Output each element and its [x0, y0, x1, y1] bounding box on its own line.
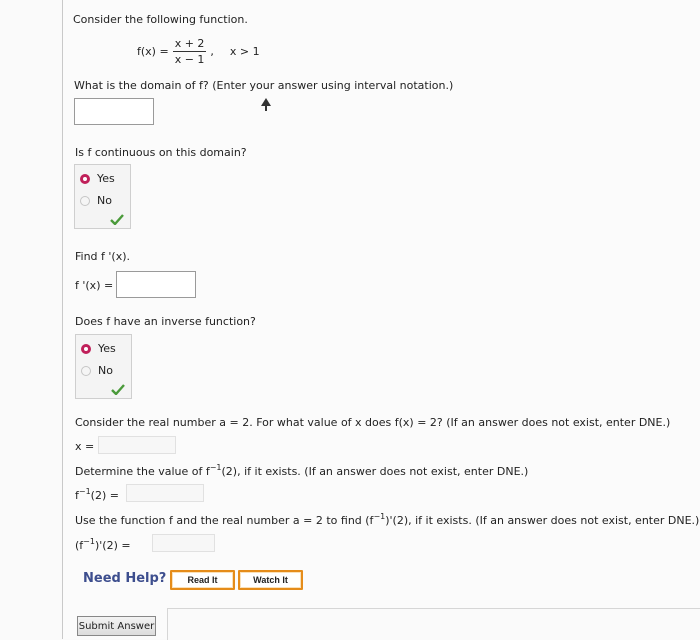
real-number-question: Consider the real number a = 2. For what value of x does f(x) = 2? (If an answer does not exist, enter DNE.) [75, 416, 671, 429]
function-fraction [173, 37, 207, 66]
option-label: Yes [98, 342, 116, 355]
inverse-value-text-b: (2), if it exists. (If an answer does not exist, enter DNE.) [221, 465, 529, 478]
inverse-choice-group [75, 334, 132, 399]
need-help-title: Need Help? [83, 571, 167, 586]
derivative-label: f '(x) = [75, 279, 114, 292]
fraction-numerator: x + 2 [174, 37, 205, 50]
option-label: No [98, 364, 113, 377]
continuous-option-no[interactable] [80, 194, 112, 207]
read-it-button[interactable]: Read It [170, 570, 235, 590]
radio-unselected-icon[interactable] [81, 366, 91, 376]
inverse-deriv-label-a: (f [75, 539, 84, 552]
inverse-option-no[interactable] [81, 364, 113, 377]
function-lhs: f(x) = [137, 45, 169, 58]
fraction-denominator: x − 1 [174, 53, 205, 66]
inverse-deriv-text-a: Use the function f and the real number a = 2 to find (f [75, 514, 374, 527]
inverse-deriv-text-b: )'(2), if it exists. (If an answer does not exist, enter DNE.) [385, 514, 700, 527]
radio-unselected-icon[interactable] [80, 196, 90, 206]
x-label: x = [75, 440, 95, 453]
radio-selected-icon[interactable] [81, 344, 91, 354]
inverse-value-text-a: Determine the value of f [75, 465, 210, 478]
inverse-value-label-b: (2) = [90, 489, 119, 502]
inverse-deriv-label-b: )'(2) = [94, 539, 131, 552]
superscript-minus-one: −1 [78, 487, 91, 496]
derivative-input[interactable] [116, 271, 196, 298]
domain-question: What is the domain of f? (Enter your answer using interval notation.) [74, 79, 454, 92]
domain-input[interactable] [74, 98, 154, 125]
intro-text: Consider the following function. [73, 13, 248, 26]
superscript-minus-one: −1 [373, 512, 386, 521]
inverse-value-input[interactable] [126, 484, 204, 502]
superscript-minus-one: −1 [209, 463, 222, 472]
mouse-cursor-icon [260, 97, 272, 116]
option-label: Yes [97, 172, 115, 185]
inverse-question: Does f have an inverse function? [75, 315, 256, 328]
inverse-derivative-question [75, 514, 699, 527]
submit-answer-button[interactable]: Submit Answer [77, 616, 156, 636]
inverse-value-question [75, 465, 528, 478]
continuous-question: Is f continuous on this domain? [75, 146, 247, 159]
correct-check-icon [110, 214, 124, 225]
function-definition [137, 37, 260, 66]
derivative-question: Find f '(x). [75, 250, 131, 263]
radio-selected-icon[interactable] [80, 174, 90, 184]
watch-it-button[interactable]: Watch It [238, 570, 303, 590]
inverse-option-yes[interactable] [81, 342, 116, 355]
option-label: No [97, 194, 112, 207]
continuous-option-yes[interactable] [80, 172, 115, 185]
x-value-input[interactable] [98, 436, 176, 454]
inverse-value-label-a: f [75, 489, 79, 502]
superscript-minus-one: −1 [83, 537, 95, 546]
comma: , [210, 45, 214, 58]
function-condition: x > 1 [229, 45, 260, 58]
feedback-area [167, 608, 700, 640]
inverse-value-label [75, 489, 119, 502]
correct-check-icon [111, 384, 125, 395]
continuous-choice-group [74, 164, 131, 229]
inverse-derivative-label [75, 539, 131, 552]
inverse-derivative-input[interactable] [152, 534, 215, 552]
